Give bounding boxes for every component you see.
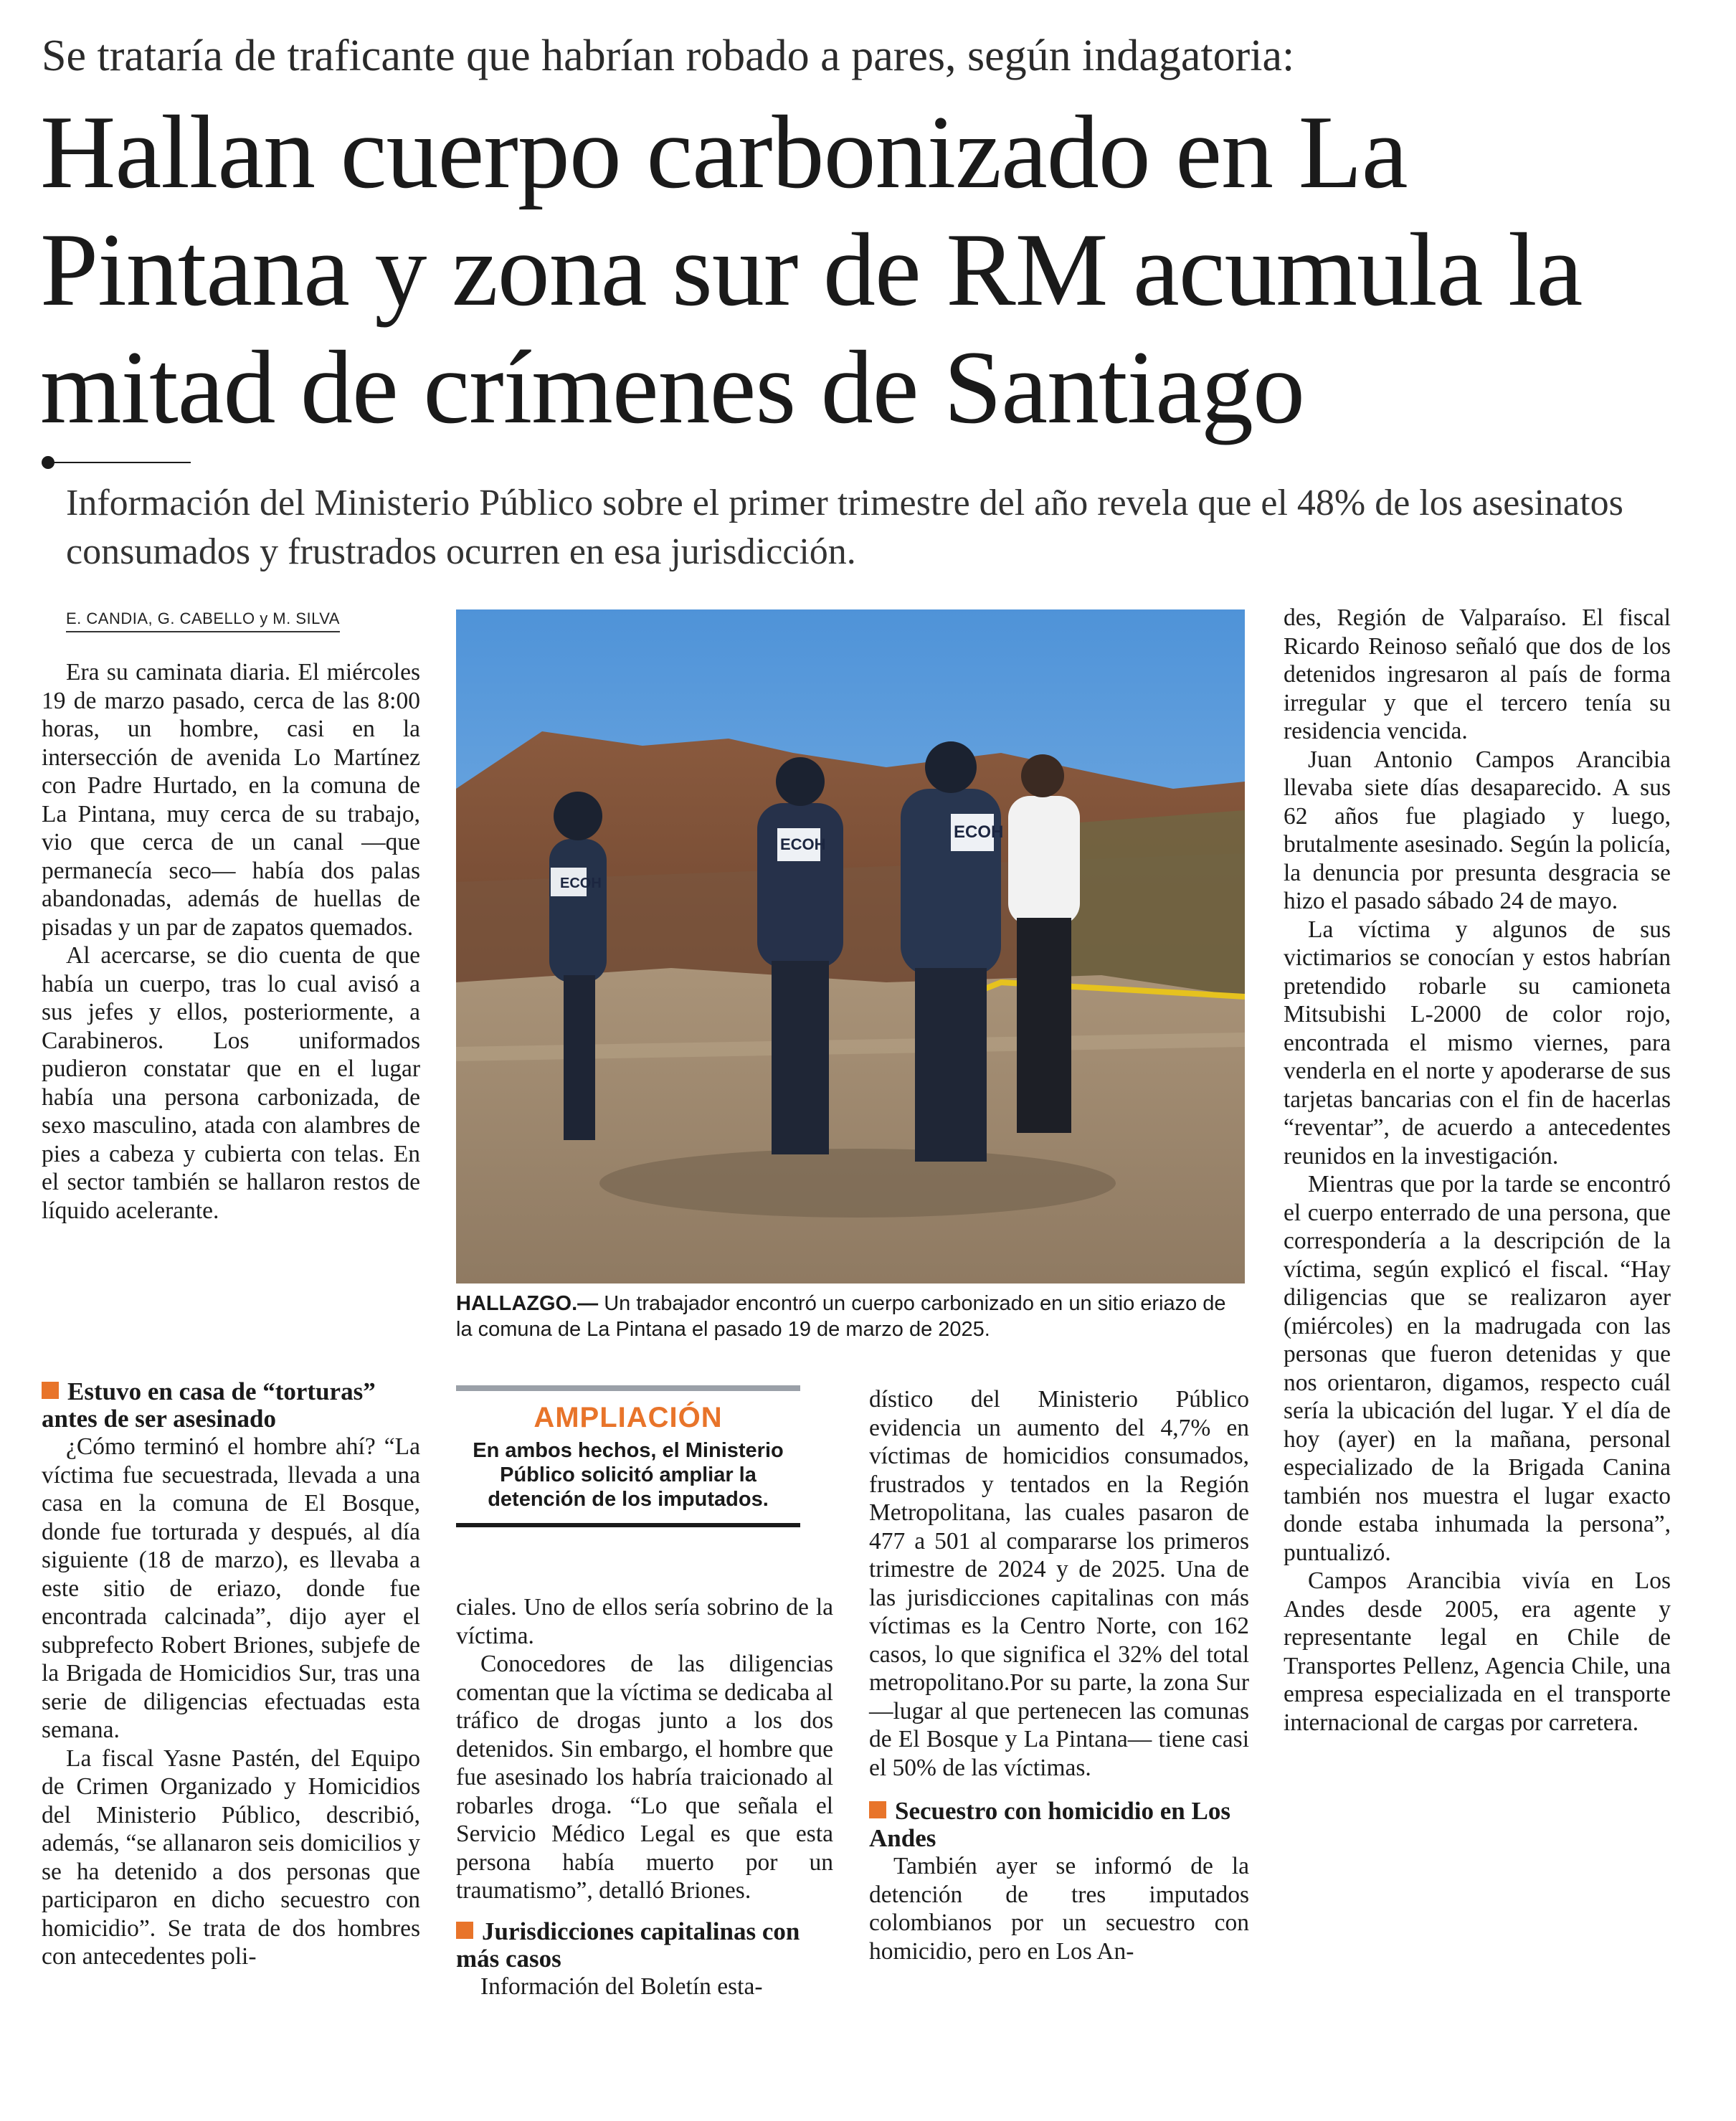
paragraph: Campos Arancibia vivía en Los Andes desde 2005, era agente y representante legal en Chile de Transportes Pellenz, Agencia Chile, una empresa especializada en el transporte internacional de cargas por carretera. [1284, 1567, 1671, 1736]
column-3 [869, 1385, 1249, 1965]
square-bullet-icon [869, 1801, 886, 1818]
column-1-lower [42, 1378, 420, 1971]
paragraph: ciales. Uno de ellos sería sobrino de la víctima. [456, 1594, 833, 1649]
column-2 [456, 1593, 833, 2001]
vest-logo: ECOH [560, 876, 602, 891]
paragraph: Conocedores de las diligencias comentan que la víctima se dedicaba al tráfico de drogas junto a los dos detenidos. Sin embargo, el hombre que fue asesinado los habría traicionado al robarles droga. “Lo que señala el Servicio Médico Legal es que esta persona había muerto por un traumatismo”, detalló Briones. [456, 1651, 833, 1904]
paragraph: Información del Boletín esta- [480, 1973, 763, 2000]
sidebar-text: En ambos hechos, el Ministerio Público solicitó ampliar la detención de los imputados. [473, 1439, 784, 1511]
caption-text: Un trabajador encontró un cuerpo carbonizado en un sitio eriazo de la comuna de La Pintana el pasado 19 de marzo de 2025. [456, 1292, 1226, 1341]
paragraph: Al acercarse, se dio cuenta de que había un cuerpo, tras lo cual avisó a sus jefes y ellos, posteriormente, a Carabineros. Los uniformados pudieron constatar que en el lugar había una persona carbonizada, de sexo masculino, atada con alambres de pies a cabeza y cubierta con telas. En el sector también se hallaron restos de líquido acelerante. [42, 942, 420, 1224]
deck: Información del Ministerio Público sobre el primer trimestre del año revela que el 48% de los asesinatos consumados y frustrados ocurren en esa jurisdicción. [66, 483, 1623, 572]
paragraph: La víctima y algunos de sus victimarios se conocían y estos habrían pretendido robarle su camioneta Mitsubishi L-2000 de color rojo, encontrada el mismo viernes, para venderla en el norte y apoderarse de sus tarjetas bancarias con el fin de hacerlas “reventar”, de acuerdo a antecedentes reunidos en la investigación. [1284, 916, 1671, 1169]
person-3 [901, 741, 1004, 1162]
column-4 [1284, 604, 1671, 1737]
news-photo [456, 609, 1245, 1283]
byline: E. CANDIA, G. CABELLO y M. SILVA [66, 609, 340, 632]
sidebar-title: AMPLIACIÓN [533, 1402, 723, 1433]
subhead-text: Jurisdicciones capitalinas con más casos [456, 1917, 800, 1973]
paragraph: También ayer se informó de la detención de tres imputados colombianos por un secuestro con homicidio, pero en Los An- [869, 1853, 1249, 1965]
square-bullet-icon [456, 1922, 473, 1939]
headline: Hallan cuerpo carbonizado en La Pintana y zona sur de RM acumula la mitad de crímenes de Santiago [40, 94, 1583, 445]
vest-logo: ECOH [780, 835, 826, 853]
person-4 [1008, 754, 1080, 1133]
vest-logo: ECOH [954, 822, 1004, 842]
subhead-text: Secuestro con homicidio en Los Andes [869, 1797, 1230, 1852]
paragraph: dístico del Ministerio Público evidencia un aumento del 4,7% en víctimas de homicidios consumados, frustrados y tentados en la Región Metropolitana, las cuales pasaron de 477 a 501 al compararse los primeros trimestre de 2024 y de 2025. Una de las jurisdicciones capitalinas con más víctimas es la Centro Norte, con 162 casos, lo que significa el 32% del total metropolitano.Por su parte, la zona Sur —lugar al que pertenecen las comunas de El Bosque y La Pintana— tiene casi el 50% de las víctimas. [869, 1386, 1249, 1781]
caption-label: HALLAZGO.— [456, 1292, 599, 1315]
paragraph: des, Región de Valparaíso. El fiscal Ricardo Reinoso señaló que dos de los detenidos ingresaron al país de forma irregular y que el tercero tenía su residencia vencida. [1284, 604, 1671, 744]
photo-caption [456, 1291, 1245, 1342]
subhead [42, 1378, 420, 1433]
kicker: Se trataría de traficante que habrían robado a pares, según indagatoria: [42, 32, 1295, 80]
paragraph: Juan Antonio Campos Arancibia llevaba siete días desaparecido. A sus 62 años fue plagiado y luego, brutalmente asesinado. Según la policía, la denuncia por presunta desgracia se hizo el pasado sábado 24 de mayo. [1284, 746, 1671, 914]
square-bullet-icon [42, 1382, 59, 1399]
sidebar-box [456, 1385, 800, 1527]
paragraph: Mientras que por la tarde se encontró el cuerpo enterrado de una persona, que correspondería a la descripción de la víctima, según explicó el fiscal. “Hay diligencias que se realizaron ayer (miércoles) en la madrugada con las personas que fueron detenidas y que nos orientaron, digamos, respecto cuál sería la ubicación del lugar. Y el día de hoy (ayer) en la mañana, personal especializado de la Brigada Canina también nos muestra el lugar exacto donde estaba inhumada la persona”, puntualizó. [1284, 1171, 1671, 1566]
subhead-text: Estuvo en casa de “torturas” antes de ser asesinado [42, 1377, 376, 1433]
rule-line [52, 462, 191, 463]
paragraph: ¿Cómo terminó el hombre ahí? “La víctima fue secuestrada, llevada a una casa en la comuna de El Bosque, donde fue torturada y después, al día siguiente (18 de marzo), es llevaba a este sitio de eriazo, donde fue encontrada calcinada”, dijo ayer el subprefecto Robert Briones, subjefe de la Brigada de Homicidios Sur, tras una serie de diligencias efectuadas esta semana. [42, 1433, 420, 1743]
subhead [869, 1798, 1249, 1852]
paragraph: La fiscal Yasne Pastén, del Equipo de Crimen Organizado y Homicidios del Ministerio Público, describió, además, “se allanaron seis domicilios y se ha detenido a dos personas que participaron en dicho secuestro con homicidio”. Se trata de dos hombres con antecedentes poli- [42, 1745, 420, 1970]
subhead [456, 1918, 833, 1973]
column-1 [42, 658, 420, 1225]
paragraph: Era su caminata diaria. El miércoles 19 de marzo pasado, cerca de las 8:00 horas, un hombre, casi en la intersección de avenida Lo Martínez con Padre Hurtado, en la comuna de La Pintana, muy cerca de su trabajo, vio que cerca de un canal —que permanecía seco— había dos palas abandonadas, además de huellas de pisadas y un par de zapatos quemados. [42, 659, 420, 941]
